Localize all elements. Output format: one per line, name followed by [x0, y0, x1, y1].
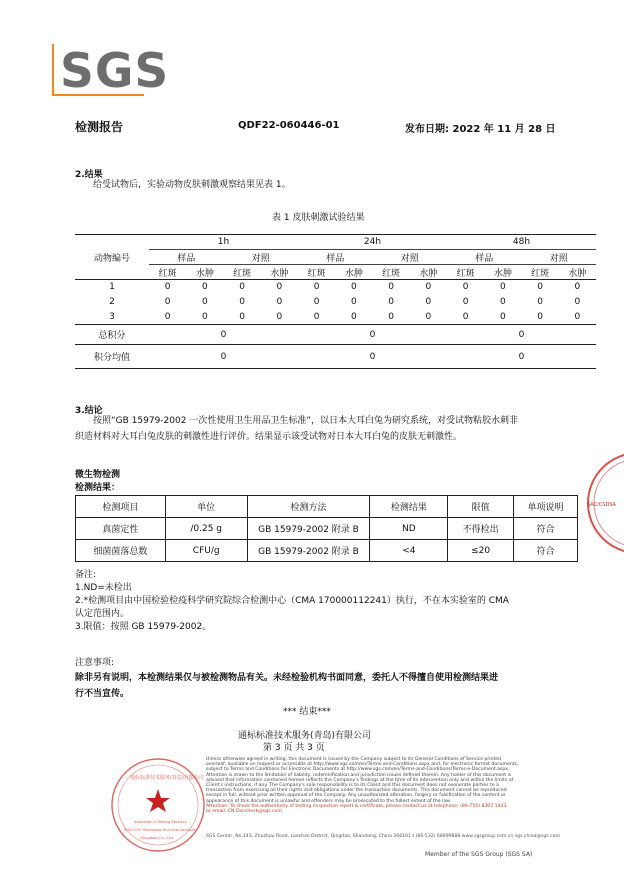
fine-print-line: subject to Terms and Conditions for Electronic Documents at http://www.sgs.com/en/Terms-and-Conditions/Terms-e-Document.aspx.: [206, 767, 510, 773]
score-cell: 0: [500, 297, 506, 307]
score-cell: 0: [351, 297, 357, 307]
score-cell: 0: [164, 282, 171, 293]
group-header: 对照: [373, 250, 448, 265]
total-value: 0: [298, 325, 447, 345]
animal-id: 2: [109, 297, 115, 307]
fine-print-line: Attention: To check the authenticity of testing /inspection report & certificate, please contact us at telephone: (86-755) 8307 1443,: [206, 803, 508, 809]
total-row: [75, 325, 596, 345]
section-3-title: 3.结论: [75, 406, 103, 416]
table-row: [75, 295, 596, 310]
cell: 符合: [514, 540, 578, 562]
score-cell: 0: [351, 282, 357, 293]
table-row: [76, 518, 578, 540]
cell: 细菌菌落总数: [76, 540, 166, 562]
sub-header: 水肿: [261, 265, 298, 280]
col-header: 检测结果: [370, 496, 448, 518]
col-header: 单位: [165, 496, 247, 518]
score-cell: 0: [261, 310, 298, 325]
sgs-logo: [52, 44, 170, 100]
fine-print-line: advised that information contained hereon reflects the Company's findings at the time of its intervention only and within the limits of: [206, 777, 514, 783]
score-cell: 0: [462, 297, 469, 307]
fine-print-line: appearance of this document is unlawful and offenders may be prosecuted to the fullest extent of the law.: [206, 798, 451, 804]
score-cell: 0: [574, 297, 581, 307]
time-header: 24h: [298, 235, 447, 250]
average-label: 积分均值: [75, 345, 149, 369]
animal-id: 3: [75, 310, 149, 325]
sub-header: 红斑: [447, 265, 484, 280]
total-value: 0: [149, 325, 298, 345]
notes-title: 备注:: [75, 570, 97, 580]
sub-header: 红斑: [149, 265, 186, 280]
seal-text-3: (Qingdao) Co., Ltd.: [140, 836, 174, 840]
score-cell: 0: [447, 310, 484, 325]
stamp-right-text: SAC/CSDSA: [587, 502, 616, 508]
table-row: [75, 310, 596, 325]
animal-id: 1: [109, 282, 115, 293]
score-cell: 0: [202, 282, 208, 293]
score-cell: 0: [425, 282, 432, 293]
score-cell: 0: [239, 282, 245, 293]
company-name: 通标标准技术服务(青岛)有限公司: [238, 731, 372, 741]
fine-print-line: transaction from exercising all their rights and obligations under the transaction documents. This document cannot be reproduced: [206, 788, 507, 794]
section-2-text: 给受试物后，实验动物皮肤刺激观察结果见表 1。: [93, 180, 291, 190]
score-cell: 0: [388, 282, 394, 293]
note-2-continued: 认定范围内。: [75, 609, 130, 619]
sgs-logo-text: SGS: [60, 44, 170, 99]
score-cell: 0: [186, 310, 223, 325]
report-title: 检测报告: [75, 120, 124, 134]
score-cell: 0: [484, 310, 521, 325]
micro-table: [75, 495, 578, 562]
score-cell: 0: [313, 297, 320, 307]
address-line: SGS Center, No.143, Zhuzhou Road, Laoshan District, Qingdao, Shandong, China 266101 t (86-532) 68999888 www.sgsgroup.com.cn sgs.china@sgs.com: [206, 834, 560, 839]
fine-print-line: Client's instructions, if any. The Company's sole responsibility is to its Client and this document does not exonerate parties to a: [206, 783, 499, 789]
col-header: 检测项目: [76, 496, 166, 518]
cell: GB 15979-2002 附录 B: [247, 518, 370, 540]
note-3: 3.限值：按照 GB 15979-2002。: [75, 622, 212, 632]
score-cell: 0: [537, 297, 543, 307]
caution-line-1: 除非另有说明，本检测结果仅与被检测物品有关。未经检验机构书面同意，委托人不得擅自使用检测结果进: [75, 673, 499, 683]
score-cell: 0: [559, 310, 596, 325]
caution-line-2: 行不当宣传。: [75, 689, 130, 699]
time-header: 1h: [149, 235, 298, 250]
col-header: 检测方法: [247, 496, 370, 518]
average-value: 0: [149, 345, 298, 369]
sub-header: 水肿: [484, 265, 521, 280]
sub-header: 红斑: [373, 265, 410, 280]
total-value: 0: [447, 325, 596, 345]
micro-subtitle: 检测结果：: [75, 483, 121, 493]
score-cell: 0: [276, 297, 283, 307]
sub-header: 红斑: [298, 265, 335, 280]
sub-header: 水肿: [335, 265, 372, 280]
animal-id-header: 动物编号: [75, 235, 149, 280]
score-cell: 0: [313, 282, 320, 293]
member-line: Member of the SGS Group (SGS SA): [425, 851, 533, 858]
seal-top-text: 通标标准技术服务(青岛)有限公司: [130, 775, 204, 781]
fine-print-line: Attention is drawn to the limitation of liability, indemnification and jurisdiction issues defined therein. Any holder of this document is: [206, 772, 512, 778]
score-cell: 0: [388, 297, 394, 307]
score-cell: 0: [202, 297, 208, 307]
cell: 真菌定性: [76, 518, 166, 540]
group-header: 样品: [298, 250, 373, 265]
report-header: [75, 120, 555, 138]
seal-text-2: SGS-CSTC Standards Technical Services: [124, 828, 196, 832]
score-cell: 0: [149, 310, 186, 325]
score-cell: 0: [276, 282, 283, 293]
table-row: [76, 540, 578, 562]
sub-header: 水肿: [559, 265, 596, 280]
official-stamp-icon: [583, 448, 624, 558]
fine-print-line: Unless otherwise agreed in writing, this document is issued by the Company subject to its General Conditions of Service printed: [206, 757, 502, 762]
time-header: 48h: [447, 235, 596, 250]
fine-print-line: or email: CN.Doccheck@sgs.com: [206, 809, 282, 815]
micro-title: 微生物检测: [75, 470, 121, 480]
score-cell: 0: [425, 297, 432, 307]
score-cell: 0: [335, 310, 372, 325]
score-cell: 0: [224, 310, 261, 325]
note-2: 2.*检测项目由中国检验检疫科学研究院综合检测中心（CMA 170000112241）执行，不在本实验室的 CMA: [75, 596, 509, 606]
score-cell: 0: [410, 310, 447, 325]
group-header: 对照: [224, 250, 299, 265]
score-cell: 0: [522, 310, 559, 325]
score-cell: 0: [537, 282, 543, 293]
sub-header: 红斑: [224, 265, 261, 280]
seal-text-1: Inspection & Testing Services: [134, 820, 187, 824]
score-cell: 0: [574, 282, 581, 293]
page-info: 第 3 页 共 3 页: [263, 743, 325, 753]
cell: 不得检出: [448, 518, 514, 540]
legal-fine-print: [206, 757, 586, 814]
report-number: QDF22-060446-01: [238, 120, 340, 131]
cell: ≤20: [448, 540, 514, 562]
average-row: [75, 345, 596, 369]
sub-header: 水肿: [410, 265, 447, 280]
average-value: 0: [447, 345, 596, 369]
col-header: 限值: [448, 496, 514, 518]
conclusion-line-2: 织造材料对大耳白兔皮肤的刺激性进行评价。结果显示该受试物对日本大耳白兔的皮肤无刺激性。: [75, 432, 463, 442]
cell: ND: [370, 518, 448, 540]
cell: /0.25 g: [165, 518, 247, 540]
table-row: [75, 280, 596, 295]
cell: CFU/g: [165, 540, 247, 562]
fine-print-line: except in full, without prior written approval of the Company. Any unauthorized alteration, forgery or falsification of the content or: [206, 793, 506, 799]
company-seal-icon: [110, 757, 206, 853]
star-icon: [146, 789, 170, 812]
issue-date: 发布日期: 2022 年 11 月 28 日: [405, 124, 556, 135]
cell: GB 15979-2002 附录 B: [247, 540, 370, 562]
fine-print-line: overleaf, available on request or accessible at http://www.sgs.com/en/Terms-and-Conditions.aspx and, for electronic format documents,: [206, 762, 519, 768]
sub-header: 红斑: [522, 265, 559, 280]
group-header: 对照: [522, 250, 597, 265]
score-cell: 0: [298, 310, 335, 325]
cell: 符合: [514, 518, 578, 540]
group-header: 样品: [447, 250, 522, 265]
conclusion-line-1: 按照“GB 15979-2002 一次性使用卫生用品卫生标准”，以日本大耳白兔为研究系统，对受试物粘胶水刺非: [93, 416, 518, 426]
score-cell: 0: [164, 297, 171, 307]
end-marker: *** 结束***: [283, 707, 331, 717]
section-2-title: 2.结果: [75, 170, 103, 180]
score-cell: 0: [462, 282, 469, 293]
average-value: 0: [298, 345, 447, 369]
score-cell: 0: [500, 282, 506, 293]
score-cell: 0: [239, 297, 245, 307]
group-header: 样品: [149, 250, 224, 265]
skin-irritation-table: [75, 234, 596, 369]
score-cell: 0: [373, 310, 410, 325]
col-header: 单项说明: [514, 496, 578, 518]
sub-header: 水肿: [186, 265, 223, 280]
table-1-caption: 表 1 皮肤刺激试验结果: [272, 213, 365, 223]
cell: <4: [370, 540, 448, 562]
note-1: 1.ND=未检出: [75, 583, 132, 593]
caution-title: 注意事项:: [75, 658, 115, 668]
total-label: 总积分: [75, 325, 149, 345]
